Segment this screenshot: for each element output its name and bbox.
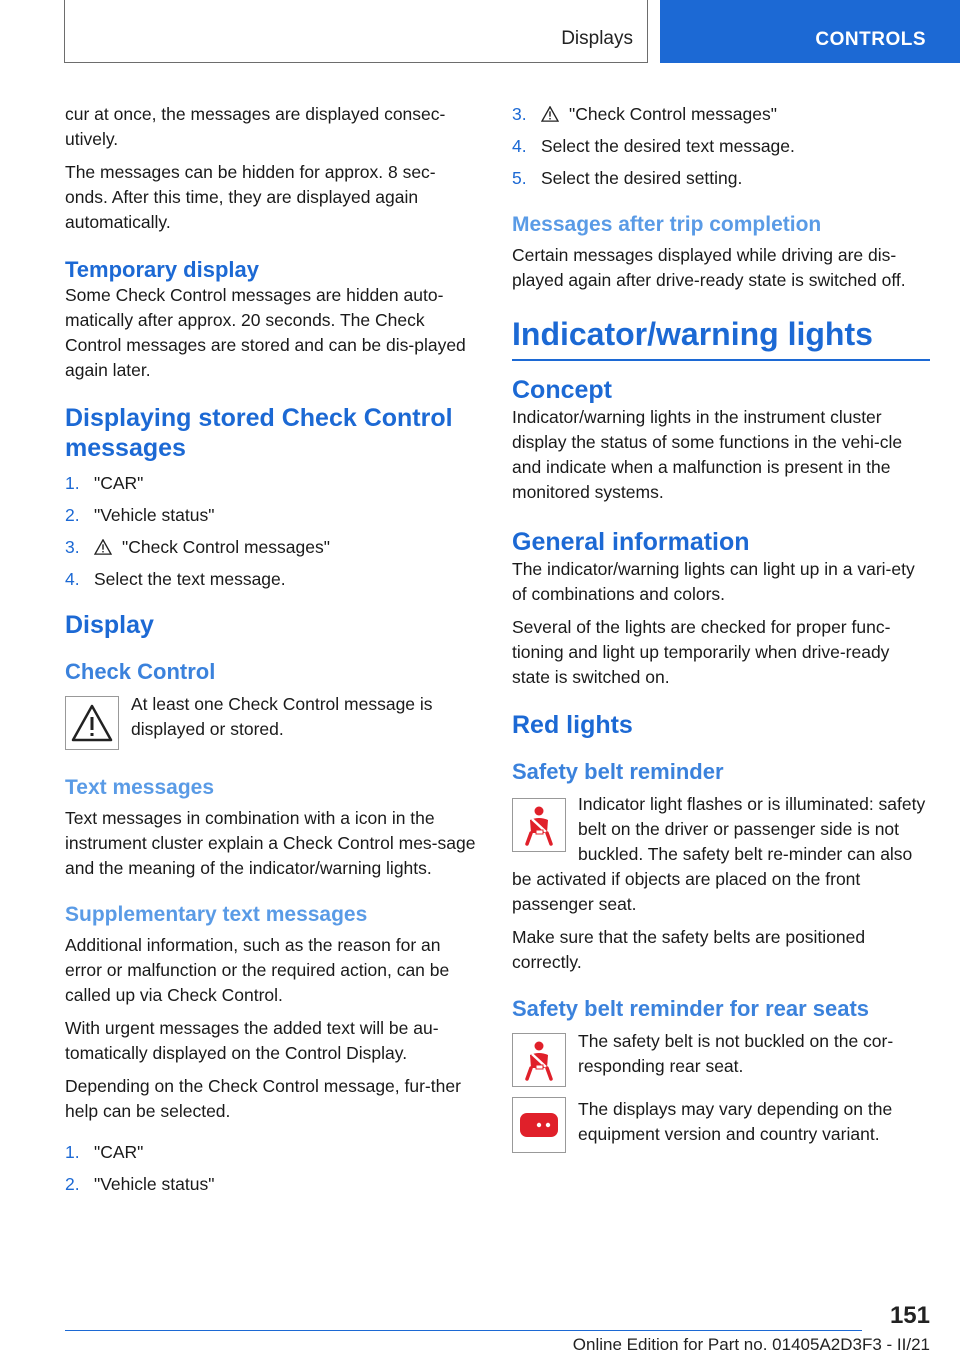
- paragraph: Some Check Control messages are hidden auto‐matically after approx. 20 seconds. The Check Control messages are stored and can be dis‐played again later.: [65, 285, 466, 380]
- heading-text-messages: Text messages: [65, 776, 215, 799]
- heading-safety-belt-rear: Safety belt reminder for rear seats: [512, 996, 870, 1021]
- list-item: [65, 1140, 477, 1165]
- list-item: [512, 102, 930, 127]
- header-chapter-label: CONTROLS: [815, 28, 926, 50]
- list-number: 2.: [65, 505, 80, 525]
- footer-edition: Online Edition for Part no. 01405A2D3F3 - II/21: [572, 1335, 930, 1354]
- heading-safety-belt-reminder: Safety belt reminder: [512, 759, 724, 784]
- paragraph: The safety belt is not buckled on the cor‐responding rear seat.: [578, 1031, 894, 1076]
- heading-indicator-warning-lights: Indicator/warning lights: [512, 315, 930, 361]
- warning-triangle-icon: [70, 703, 114, 743]
- list-text: "Check Control messages": [122, 537, 330, 557]
- paragraph: At least one Check Control message is displayed or stored.: [131, 694, 433, 739]
- paragraph: Certain messages displayed while driving are dis‐played again after drive-ready state is switched off.: [512, 245, 906, 290]
- list-number: 3.: [65, 537, 80, 557]
- paragraph: Text messages in combination with a icon in the instrument cluster explain a Check Control mes‐sage and the meaning of the indicator/warning lights.: [65, 808, 476, 878]
- check-control-row: [65, 692, 477, 750]
- list-number: 3.: [512, 104, 527, 124]
- header-section-label: Displays: [561, 28, 633, 49]
- header-section: [64, 0, 648, 63]
- seat-indicator-icon-box: [512, 1097, 566, 1153]
- list-number: 1.: [65, 473, 80, 493]
- warning-triangle-icon: [541, 106, 559, 122]
- paragraph: Make sure that the safety belts are positioned correctly.: [512, 927, 866, 972]
- check-control-icon-box: [65, 696, 119, 750]
- supp-steps-list: [65, 1140, 477, 1197]
- header-chapter: [660, 0, 960, 63]
- page-number: 151: [889, 1302, 930, 1329]
- paragraph: Additional information, such as the reason for an error or malfunction or the required action, can be called up via Check Control.: [65, 935, 450, 1005]
- list-number: 4.: [65, 569, 80, 589]
- rear-display-row: [512, 1097, 930, 1153]
- list-item: [512, 166, 930, 191]
- list-text: "CAR": [94, 473, 144, 493]
- heading-concept: Concept: [512, 376, 612, 404]
- list-number: 4.: [512, 136, 527, 156]
- right-steps-list: [512, 102, 930, 191]
- list-text: "Vehicle status": [94, 1174, 215, 1194]
- paragraph: Several of the lights are checked for proper func‐tioning and light up temporarily when drive-ready state is switched on.: [512, 617, 891, 687]
- heading-display: Display: [65, 611, 154, 639]
- list-number: 1.: [65, 1142, 80, 1162]
- rear-belt-row: [512, 1029, 930, 1087]
- heading-temporary-display: Temporary display: [65, 257, 259, 282]
- footer-divider: [65, 1330, 862, 1331]
- seatbelt-icon-box: [512, 1033, 566, 1087]
- seatbelt-icon: [519, 804, 559, 846]
- list-item: [512, 134, 930, 159]
- heading-red-lights: Red lights: [512, 711, 633, 739]
- seat-indicator-icon: [518, 1111, 560, 1139]
- list-item: [65, 1172, 477, 1197]
- seatbelt-icon: [519, 1039, 559, 1081]
- paragraph: The messages can be hidden for approx. 8 sec‐onds. After this time, they are displayed again automatically.: [65, 162, 436, 232]
- list-text: "CAR": [94, 1142, 144, 1162]
- left-column: [65, 102, 477, 1207]
- paragraph: cur at once, the messages are displayed consec‐utively.: [65, 104, 446, 149]
- list-text: Select the desired text message.: [541, 136, 795, 156]
- paragraph: With urgent messages the added text will be au‐tomatically displayed on the Control Display.: [65, 1018, 439, 1063]
- list-text: Select the text message.: [94, 569, 286, 589]
- seatbelt-icon-box: [512, 798, 566, 852]
- list-number: 2.: [65, 1174, 80, 1194]
- belt-block: [512, 792, 930, 917]
- paragraph: The displays may vary depending on the equipment version and country variant.: [578, 1099, 893, 1144]
- list-text-wrap: [94, 535, 330, 560]
- list-item: [65, 503, 477, 528]
- list-item: [65, 471, 477, 496]
- right-column: [512, 102, 930, 1153]
- list-text: "Vehicle status": [94, 505, 215, 525]
- paragraph: Indicator/warning lights in the instrument cluster display the status of some functions in the vehi‐cle and indicate when a malfunction is present in the monitored systems.: [512, 407, 903, 502]
- paragraph: The indicator/warning lights can light up in a vari‐ety of combinations and colors.: [512, 559, 915, 604]
- warning-triangle-icon: [94, 539, 112, 555]
- heading-supplementary: Supplementary text messages: [65, 903, 368, 926]
- list-text-wrap: [541, 102, 777, 127]
- list-item: [65, 535, 477, 560]
- paragraph: Indicator light flashes or is illuminated: safety belt on the driver or passenger side is not buckled. The safety belt re‐minder can also be activated if objects are placed on the front passenger seat.: [512, 794, 926, 914]
- list-text: Select the desired setting.: [541, 168, 743, 188]
- list-number: 5.: [512, 168, 527, 188]
- stored-steps-list: [65, 471, 477, 592]
- paragraph: Depending on the Check Control message, fur‐ther help can be selected.: [65, 1076, 461, 1121]
- list-item: [65, 567, 477, 592]
- heading-general-information: General information: [512, 528, 750, 556]
- heading-trip-completion: Messages after trip completion: [512, 213, 822, 236]
- heading-check-control: Check Control: [65, 659, 216, 684]
- list-text: "Check Control messages": [569, 104, 777, 124]
- heading-displaying-stored: Displaying stored Check Control messages: [65, 404, 453, 462]
